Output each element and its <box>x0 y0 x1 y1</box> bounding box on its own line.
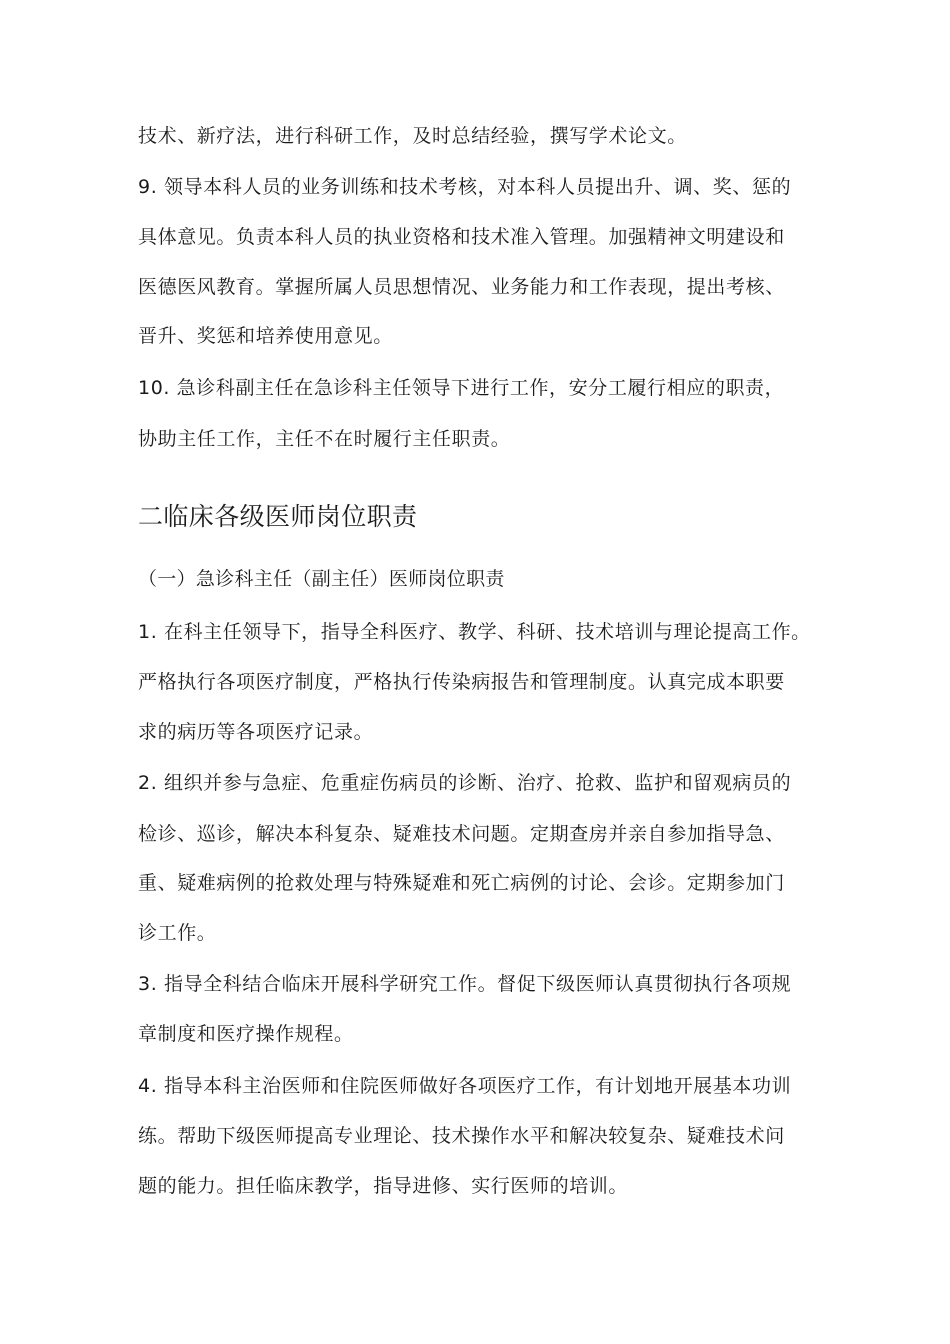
list-item-9-line: 晋升、奖惩和培养使用意见。 <box>138 325 393 347</box>
duty-1-line: 严格执行各项医疗制度，严格执行传染病报告和管理制度。认真完成本职要 <box>138 671 785 693</box>
paragraph-line: 技术、新疗法，进行科研工作，及时总结经验，撰写学术论文。 <box>138 125 687 147</box>
duty-2-line: 2. 组织并参与急症、危重症伤病员的诊断、治疗、抢救、监护和留观病员的 <box>138 772 792 794</box>
duty-4-line: 题的能力。担任临床教学，指导进修、实行医师的培训。 <box>138 1175 629 1197</box>
duty-4-line: 练。帮助下级医师提高专业理论、技术操作水平和解决较复杂、疑难技术问 <box>138 1125 785 1147</box>
duty-3-line: 3. 指导全科结合临床开展科学研究工作。督促下级医师认真贯彻执行各项规 <box>138 973 792 995</box>
list-item-9-line: 具体意见。负责本科人员的执业资格和技术准入管理。加强精神文明建设和 <box>138 226 785 248</box>
duty-2-line: 诊工作。 <box>138 922 217 944</box>
duty-4-line: 4. 指导本科主治医师和住院医师做好各项医疗工作，有计划地开展基本功训 <box>138 1075 792 1097</box>
duty-2-line: 重、疑难病例的抢救处理与特殊疑难和死亡病例的讨论、会诊。定期参加门 <box>138 872 785 894</box>
section-title: 二临床各级医师岗位职责 <box>138 502 418 531</box>
list-item-9-line: 医德医风教育。掌握所属人员思想情况、业务能力和工作表现，提出考核、 <box>138 276 785 298</box>
list-item-9-line: 9. 领导本科人员的业务训练和技术考核，对本科人员提出升、调、奖、惩的 <box>138 176 792 198</box>
list-item-10-line: 10. 急诊科副主任在急诊科主任领导下进行工作，安分工履行相应的职责， <box>138 377 785 399</box>
duty-1-line: 求的病历等各项医疗记录。 <box>138 721 374 743</box>
duty-3-line: 章制度和医疗操作规程。 <box>138 1023 354 1045</box>
subsection-title: （一）急诊科主任（副主任）医师岗位职责 <box>138 568 505 590</box>
duty-1-line: 1. 在科主任领导下，指导全科医疗、教学、科研、技术培训与理论提高工作。 <box>138 621 811 643</box>
duty-2-line: 检诊、巡诊，解决本科复杂、疑难技术问题。定期查房并亲自参加指导急、 <box>138 823 785 845</box>
list-item-10-line: 协助主任工作，主任不在时履行主任职责。 <box>138 428 511 450</box>
